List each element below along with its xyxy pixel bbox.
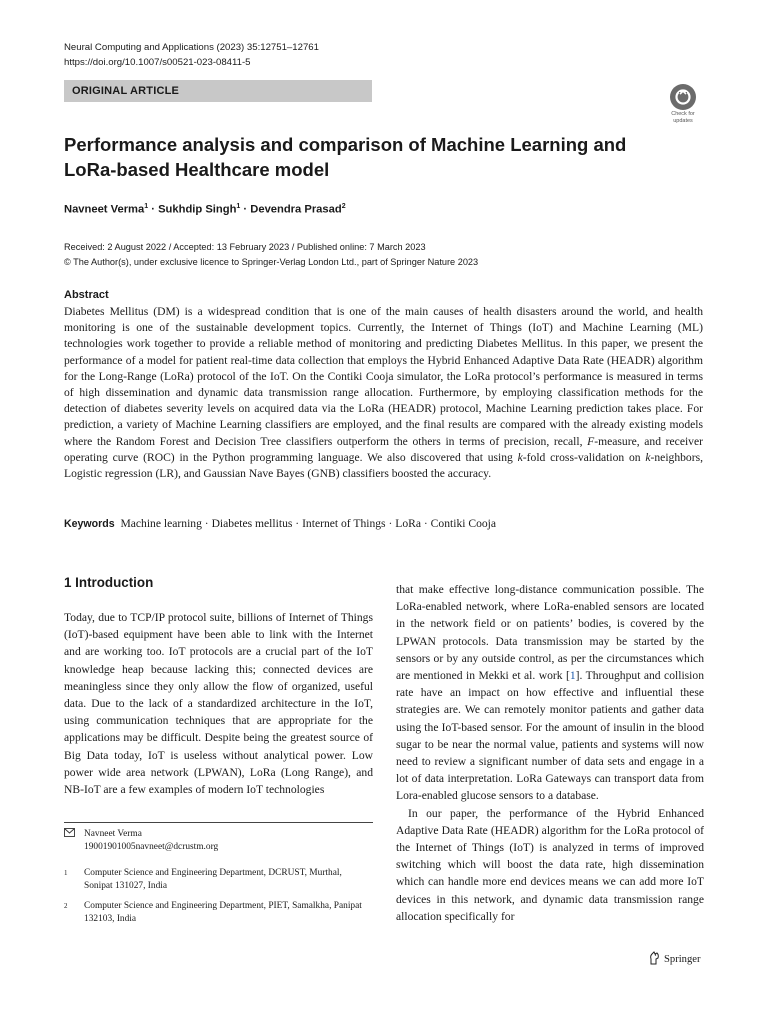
corresponding-author [64,828,364,853]
abstract-part: -fold cross-validation on [522,450,646,464]
article-type-label: ORIGINAL ARTICLE [64,80,372,102]
abstract-text [64,304,703,482]
keyword-separator: · [385,517,396,530]
journal-citation: Neural Computing and Applications (2023) 35:12751–12761 [64,42,319,53]
author-list [64,203,346,216]
publisher-name: Springer [664,954,701,965]
abstract-part: -measure, and receiver operating curve (ROC) in the Python programming language. We also discovered that using [64,434,703,464]
abstract-italic: F [587,434,595,448]
keyword[interactable]: Internet of Things [302,517,386,530]
keyword-separator: · [421,517,431,530]
publication-dates [64,240,478,270]
abstract-part: -neighbors, Logistic regression (LR), and Gaussian Nave Bayes (GNB) classifiers boosted the accuracy. [64,450,703,481]
author-name[interactable]: Navneet Verma [64,203,145,216]
author-separator: · [148,203,159,216]
keyword-separator: · [201,517,212,530]
affiliation-2 [64,900,364,925]
body-text: ]. Throughput and collision rate have an impact on how effective and influential these strategies are. We can remotely monitor patients and gather data using the IoT-based sensor. For the amount of insulin in the blood sugar to be near the normal value, patients and systems will now need to review a significant number of data sets and engage in a lot of data interpretation. LoRa Gateways can transport data from Lora-enabled glucose sensors to a database. [396,669,704,803]
affiliation-text: Computer Science and Engineering Department, PIET, Samalkha, Panipat 132103, India [84,901,362,924]
author-separator: · [240,203,251,216]
keyword[interactable]: Diabetes mellitus [211,517,293,530]
journal-header [64,40,319,70]
intro-right-column [396,581,704,925]
affiliation-number: 1 [64,869,68,877]
copyright-notice: © The Author(s), under exclusive licence to Springer-Verlag London Ltd., part of Springer Nature 2023 [64,257,479,267]
author-name[interactable]: Devendra Prasad [250,203,342,216]
abstract-italic: k [517,450,523,464]
keywords [64,516,496,532]
abstract-heading: Abstract [64,289,109,301]
keyword[interactable]: Machine learning [120,517,202,530]
keyword-separator: · [292,517,303,530]
envelope-icon [64,828,84,842]
keyword[interactable]: LoRa [395,517,421,530]
corresponding-name: Navneet Verma [84,829,142,839]
keyword[interactable]: Contiki Cooja [430,517,497,530]
paper-title: Performance analysis and comparison of Machine Learning and LoRa-based Healthcare model [64,134,627,180]
author-affiliation-mark: 2 [341,203,346,210]
corresponding-email[interactable]: 19001901005navneet@dcrustm.org [84,841,219,852]
body-text: that make effective long-distance communication possible. The LoRa-enabled network, where LoRa-enabled sensors are located in the network field or on patients’ bodies, is covered by the LPWAN protocols. Data transmission may be started by the sensors or by any outside control, as per the circumstances which are mentioned in Mekki et al. work [ [396,583,704,683]
affiliation-text: Computer Science and Engineering Department, DCRUST, Murthal, Sonipat 131027, India [84,868,342,891]
check-for-updates-badge[interactable] [664,84,702,124]
affiliation-number: 2 [64,902,68,910]
publisher-logo [648,951,700,968]
abstract-part: Diabetes Mellitus (DM) is a widespread condition that is one of the main causes of health disasters around the world, and health monitoring is one of the sustainable development topics. Currently, the Internet of Things (IoT) and Machine Learning (ML) technologies work together to provide a reliable method of monitoring and predicting Diabetes Mellitus. In this paper, we present the performance of a model for patient real-time data collection that employs the Hybrid Enhanced Adaptive Data Rate (HEADR) algorithm for the Long-Range (LoRa) protocol of the IoT. On the Contiki Cooja simulator, the LoRa protocol’s performance is measured in terms of high dissemination and dynamic data transmission range allocation. Furthermore, by employing classification methods for the detection of diabetes severity levels on acquired data via the LoRa (HEADR) protocol, Machine Learning prediction takes place. For prediction, a variety of Machine Learning classifiers are employed, and the final results are compared with the already existing models where the Random Forest and Decision Tree classifiers outperform the others in terms of precision, recall, [64,305,703,448]
check-updates-icon [670,84,696,110]
abstract-italic: k [645,450,651,464]
author-name[interactable]: Sukhdip Singh [158,203,237,216]
badge-label-1: Check for [671,111,695,117]
keywords-label: Keywords [64,518,115,530]
badge-label-2: updates [673,118,693,124]
doi-link[interactable]: https://doi.org/10.1007/s00521-023-08411-5 [64,57,251,68]
intro-left-column: Today, due to TCP/IP protocol suite, billions of Internet of Things (IoT)-based equipment have been able to link with the Internet and are working too. IoT protocols are a crucial part of the IoT knowledge heap because lacking this; connected devices are meaningless since they only allow the flow of organized, useful data. Due to the lack of a standardized architecture in the IoT, using communication techniques that are appropriate for the applications may be difficult. Despite being the greatest source of Big Data today, IoT is useless without analytical power. Low power wide area network (LPWAN), LoRa (Long Range), and NB-IoT are a few examples of modern IoT technologies [64,611,373,797]
body-paragraph: In our paper, the performance of the Hybrid Enhanced Adaptive Data Rate (HEADR) algorithm for the LoRa protocol of the Internet of Things (IoT) is analyzed in terms of improved switching which will boost the data rate, high dissemination which can handle more end devices means we can add more IoT devices in this network, and dynamic data transmission range allocation specifically for [396,806,704,923]
springer-horse-icon [648,951,661,968]
author-affiliation-mark: 1 [144,203,149,210]
date-history: Received: 2 August 2022 / Accepted: 13 February 2023 / Published online: 7 March 2023 [64,242,426,252]
affiliation-1 [64,867,364,892]
section-heading: 1 Introduction [64,575,154,590]
footnote-divider [64,822,373,823]
author-affiliation-mark: 1 [236,203,241,210]
citation-link[interactable]: 1 [569,669,576,683]
